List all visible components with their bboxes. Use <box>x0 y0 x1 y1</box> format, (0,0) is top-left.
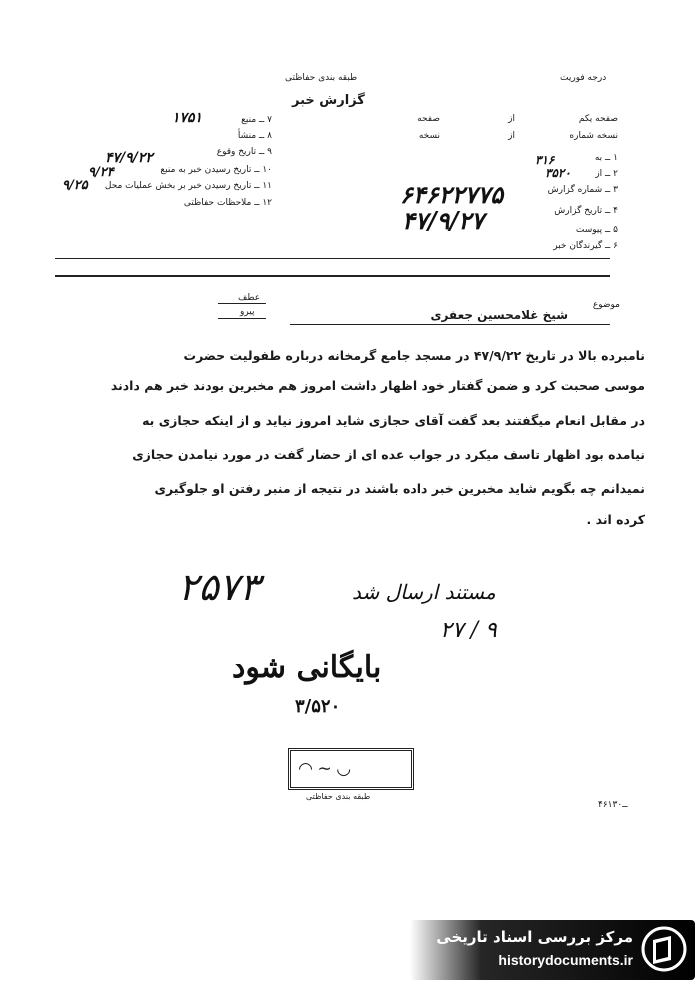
watermark-banner <box>410 920 695 980</box>
field-label-report-number: ۳ ــ شماره گزارش <box>547 185 618 195</box>
classification-stamp <box>288 748 414 790</box>
field-mid-page: از <box>508 114 515 124</box>
field-label-ops-receipt-date: ۱۱ ــ تاریخ رسیدن خبر بر بخش عملیات محل <box>104 181 272 191</box>
watermark-url: historydocuments.ir <box>498 952 633 968</box>
field-value-source-receipt-date: ۹/۲۴ <box>88 165 114 180</box>
stamp-caption: طبقه بندی حفاظتی <box>306 792 371 801</box>
body-line-1: نامبرده بالا در تاریخ ۴۷/۹/۲۲ در مسجد جامع گرمخانه درباره طفولیت حضرت <box>183 348 645 363</box>
body-line-6: کرده اند . <box>586 512 645 527</box>
footer-code: ۴۶ــ۱۳۰ <box>598 800 628 810</box>
body-line-4: نیامده بود اظهار تاسف میکرد در جواب عده ای از حضار گفت در مورد نیامدن حجازی <box>132 447 645 462</box>
handwritten-number: ۲۵۷۳ <box>178 565 260 609</box>
field-label-recipients: ۶ ــ گیرندگان خبر <box>553 241 618 251</box>
field-label-report-date: ۴ ــ تاریخ گزارش <box>554 206 618 216</box>
field-value-event-date: ۴۷/۹/۲۲ <box>105 150 153 166</box>
watermark-title: مرکز بررسی اسناد تاریخی <box>436 928 633 946</box>
field-label-attachment: ۵ ــ پیوست <box>575 225 618 235</box>
handwritten-date: ۲۷ / ۹ <box>440 618 497 643</box>
security-classification-label: طبقه بندی حفاظتی <box>285 73 358 83</box>
field-label-from: ۲ ــ از <box>595 169 618 179</box>
field-label-security-notes: ۱۲ ــ ملاحظات حفاظتی <box>183 198 272 208</box>
stamp-scribble: ◡ ∽ ◠ <box>299 759 351 779</box>
field-label-origin: ۸ ــ منشأ <box>237 131 272 141</box>
field-label-copy-number: نسخه شماره <box>569 131 618 141</box>
archive-note: بایگانی شود <box>232 650 382 685</box>
field-label-to: ۱ ــ به <box>594 153 618 163</box>
field-value-report-date: ۴۷/۹/۲۷ <box>402 206 484 235</box>
field-mid-copy: از <box>508 131 515 141</box>
subject-label: موضوع <box>592 300 620 310</box>
field-suffix-page: صفحه <box>417 114 440 124</box>
field-label-event-date: ۹ ــ تاریخ وقوع <box>216 147 272 157</box>
reference-underline <box>218 318 266 319</box>
subject-value: شیخ غلامحسین جعفری <box>430 308 568 322</box>
handwritten-note: مستند ارسال شد <box>352 580 496 604</box>
archive-logo-icon <box>641 926 687 972</box>
subject-underline <box>290 324 610 325</box>
field-label-source: ۷ ــ منبع <box>241 115 272 125</box>
divider-line-thick <box>55 275 610 277</box>
field-suffix-copy: نسخه <box>418 131 440 141</box>
divider-line <box>55 258 610 259</box>
reference-atf-label: عطف <box>238 293 261 303</box>
body-line-5: نمیدانم چه بگویم شاید مخبرین خبر داده باشند در نتیجه از منبر رفتن او جلوگیری <box>154 481 645 496</box>
field-value-to: ۳۱۶ <box>535 153 555 167</box>
reference-divider <box>218 303 266 304</box>
field-value-report-number: ۶۴۶۲۲۷۷۵ <box>400 180 504 209</box>
field-value-source: ۱۷۵۱ <box>172 110 203 126</box>
field-value-ops-receipt-date: ۹/۲۵ <box>62 178 88 193</box>
body-line-2: موسی صحبت کرد و ضمن گفتار خود اظهار داشت امروز هم مخبرین بودند خبر هم دادند <box>110 378 645 393</box>
priority-label: درجه فوریت <box>560 73 607 83</box>
body-line-3: در مقابل انعام میگفتند بعد گفت آقای حجازی شاید امروز نیاید و از اینکه حجازی به <box>142 413 645 428</box>
reference-payro-label: پیرو <box>240 307 255 317</box>
field-value-from: ۳۵۲۰ <box>545 166 571 180</box>
report-title: گزارش خبر <box>292 93 365 108</box>
field-label-page: صفحه یکم <box>578 114 618 124</box>
archive-number: ۳/۵۲۰ <box>295 696 341 717</box>
field-label-source-receipt-date: ۱۰ ــ تاریخ رسیدن خبر به منبع <box>160 165 272 175</box>
